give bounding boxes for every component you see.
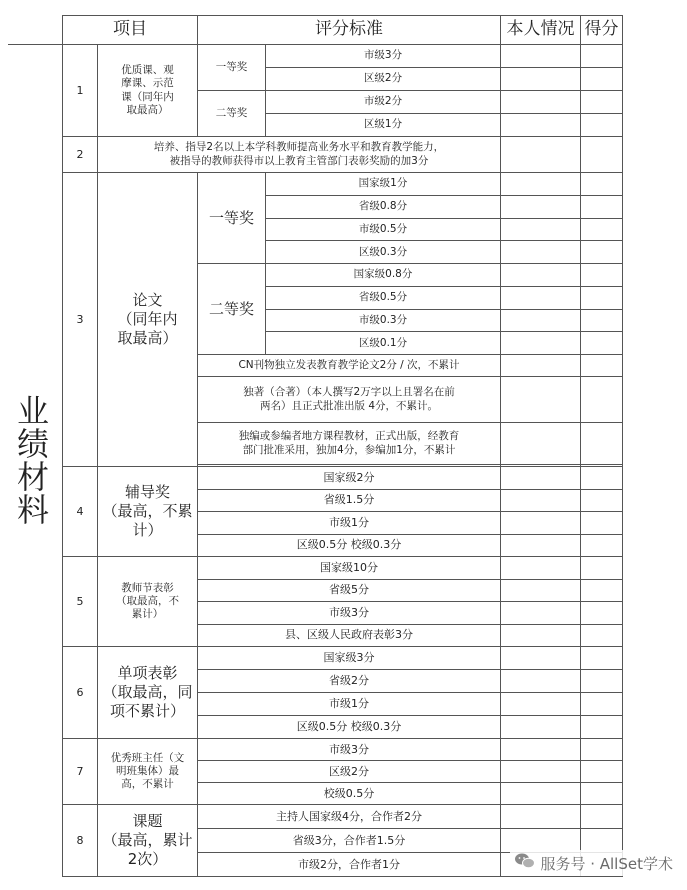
award-level: 二等奖 [208,299,254,318]
criteria-line: 区级0.5分 校级0.3分 [296,720,402,734]
row-number: 2 [76,147,84,161]
criteria-line: 国家级2分 [323,470,375,484]
row-number: 4 [76,504,84,518]
header-item: 项目 [113,19,147,40]
criteria-line: 市级3分 [329,742,369,756]
side-label-char: 业 [16,392,49,430]
grid-line [197,15,198,44]
grid-line [500,15,501,876]
award-level: 一等奖 [215,60,248,73]
criteria-line: 市级0.3分 [358,313,408,326]
item-label: 课题 （最高，累计 2次） [102,812,193,868]
criteria-line: 市级3分 [329,605,369,619]
criteria-line: 市级1分 [329,697,369,711]
criteria-line: 区级1分 [363,118,403,131]
row-number: 7 [76,764,84,778]
criteria-line: 区级0.5分 校级0.3分 [296,538,402,552]
item-label: 优质课、观 摩课、示范 课（同年内 取最高） [121,64,174,116]
criteria-line: 市级3分 [363,49,403,62]
row-number: 8 [76,833,84,847]
criteria-text: 独著（合著）（本人撰写2万字以上且署名在前 两名）且正式批准出版 4分，不累计。 [243,386,455,412]
criteria-line: 国家级0.8分 [353,268,413,281]
side-label-char: 料 [16,491,49,529]
item-label: 教师节表彰 （取最高，不 累计） [116,581,179,621]
criteria-line: 县、区级人民政府表彰3分 [285,628,413,642]
criteria-line: 校级0.5分 [323,786,375,800]
criteria-line: 市级2分 [363,95,403,108]
side-label [8,392,58,535]
criteria-line: 主持人国家级4分，合作者2分 [276,809,422,823]
grid-line [62,876,623,877]
criteria-line: 市级2分，合作者1分 [298,857,400,871]
wechat-icon [514,852,540,874]
criteria-text: 培养、指导2名以上本学科教师提高业务水平和教育教学能力， 被指导的教师获得市以上教育主管部门表彰奖励的加3分 [153,141,445,167]
header-self: 本人情况 [506,19,575,40]
row-number: 5 [76,594,84,608]
grid-line [622,15,623,876]
item-label: 论文 （同年内 取最高） [117,291,178,347]
criteria-line: 省级2分 [329,674,369,688]
criteria-line: 区级2分 [329,764,369,778]
header-criteria: 评分标准 [315,19,383,40]
item-label: 优秀班主任（文 明班集体）最 高，不累计 [110,751,185,791]
criteria-line: 省级3分，合作者1.5分 [292,833,406,847]
criteria-line: 省级5分 [329,583,369,597]
criteria-text: 独编或参编者地方课程教材，正式出版，经教育 部门批准采用，独加4分，参编加1分，不累计 [238,430,460,456]
side-label-char: 材 [16,458,49,496]
criteria-line: 国家级10分 [320,560,378,574]
award-level: 二等奖 [215,106,248,119]
watermark-text: 服务号 · AllSet学术 [540,854,673,873]
row-number: 3 [76,312,84,326]
criteria-line: 区级0.3分 [358,245,408,258]
criteria-line: 区级0.1分 [358,336,408,349]
criteria-text: CN刊物独立发表教育教学论文2分 / 次，不累计 [238,358,460,371]
criteria-line: 国家级3分 [323,651,375,665]
row-number: 6 [76,685,84,699]
item-label: 辅导奖 （最高，不累 计） [102,483,193,539]
criteria-line: 省级1.5分 [323,493,375,507]
award-level: 一等奖 [208,208,254,227]
side-label-char: 绩 [16,425,49,463]
criteria-line: 国家级1分 [358,177,408,190]
item-label: 单项表彰 （取最高，同 项不累计） [102,664,193,720]
grid-line [197,464,623,465]
grid-line [580,15,581,876]
header-score: 得分 [584,19,619,40]
criteria-line: 市级0.5分 [358,222,408,235]
criteria-line: 市级1分 [329,515,369,529]
criteria-line: 省级0.8分 [358,200,408,213]
criteria-line: 区级2分 [363,72,403,85]
watermark [510,850,677,876]
row-number: 1 [76,83,84,97]
criteria-line: 省级0.5分 [358,291,408,304]
